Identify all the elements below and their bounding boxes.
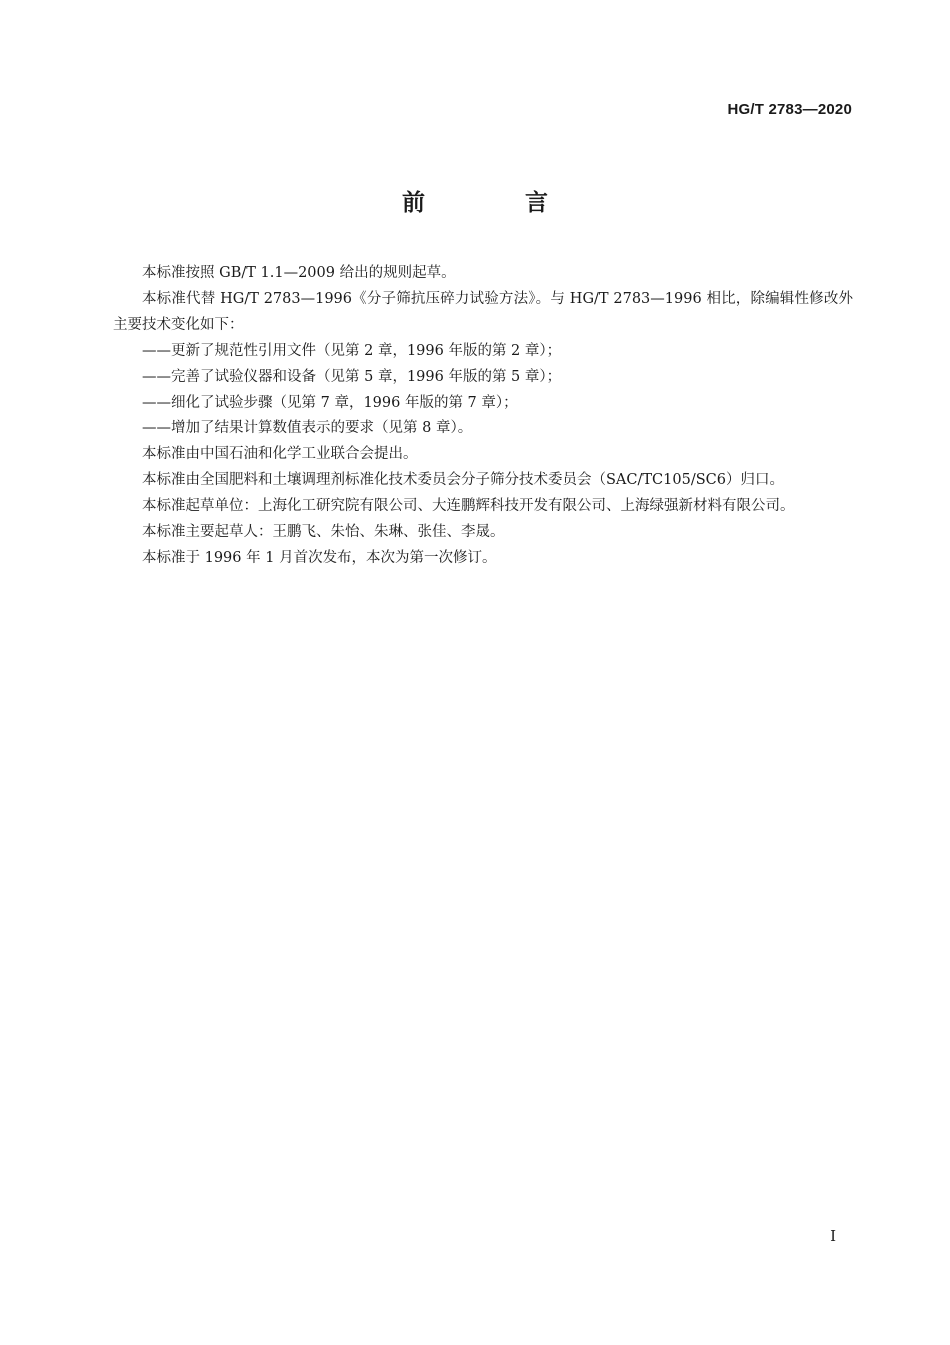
list-item: ——更新了规范性引用文件（见第 2 章，1996 年版的第 2 章）； — [142, 342, 562, 359]
standard-code: HG/T 2783—2020 — [727, 101, 852, 118]
paragraph: 本标准按照 GB/T 1.1—2009 给出的规则起草。 — [142, 265, 456, 281]
list-item: ——细化了试验步骤（见第 7 章，1996 年版的第 7 章）； — [142, 394, 518, 411]
page-title: 前 言 — [401, 190, 594, 216]
paragraph: 本标准由全国肥料和土壤调理剂标准化技术委员会分子筛分技术委员会（SAC/TC105/SC6）归口。 — [142, 472, 784, 489]
paragraph: 本标准于 1996 年 1 月首次发布，本次为第一次修订。 — [142, 549, 497, 566]
list-item: ——完善了试验仪器和设备（见第 5 章，1996 年版的第 5 章）； — [142, 368, 562, 385]
paragraph: 本标准由中国石油和化学工业联合会提出。 — [142, 446, 418, 463]
paragraph: 本标准起草单位：上海化工研究院有限公司、大连鹏辉科技开发有限公司、上海绿强新材料有限公司。 — [142, 498, 795, 515]
preface-body — [113, 261, 853, 572]
paragraph: 本标准代替 HG/T 2783—1996《分子筛抗压碎力试验方法》。与 HG/T 2783—1996 相比，除编辑性修改外主要技术变化如下： — [113, 290, 853, 333]
page-number: I — [830, 1227, 836, 1245]
paragraph: 本标准主要起草人：王鹏飞、朱怡、朱琳、张佳、李晟。 — [142, 524, 505, 541]
list-item: ——增加了结果计算数值表示的要求（见第 8 章）。 — [142, 420, 473, 437]
